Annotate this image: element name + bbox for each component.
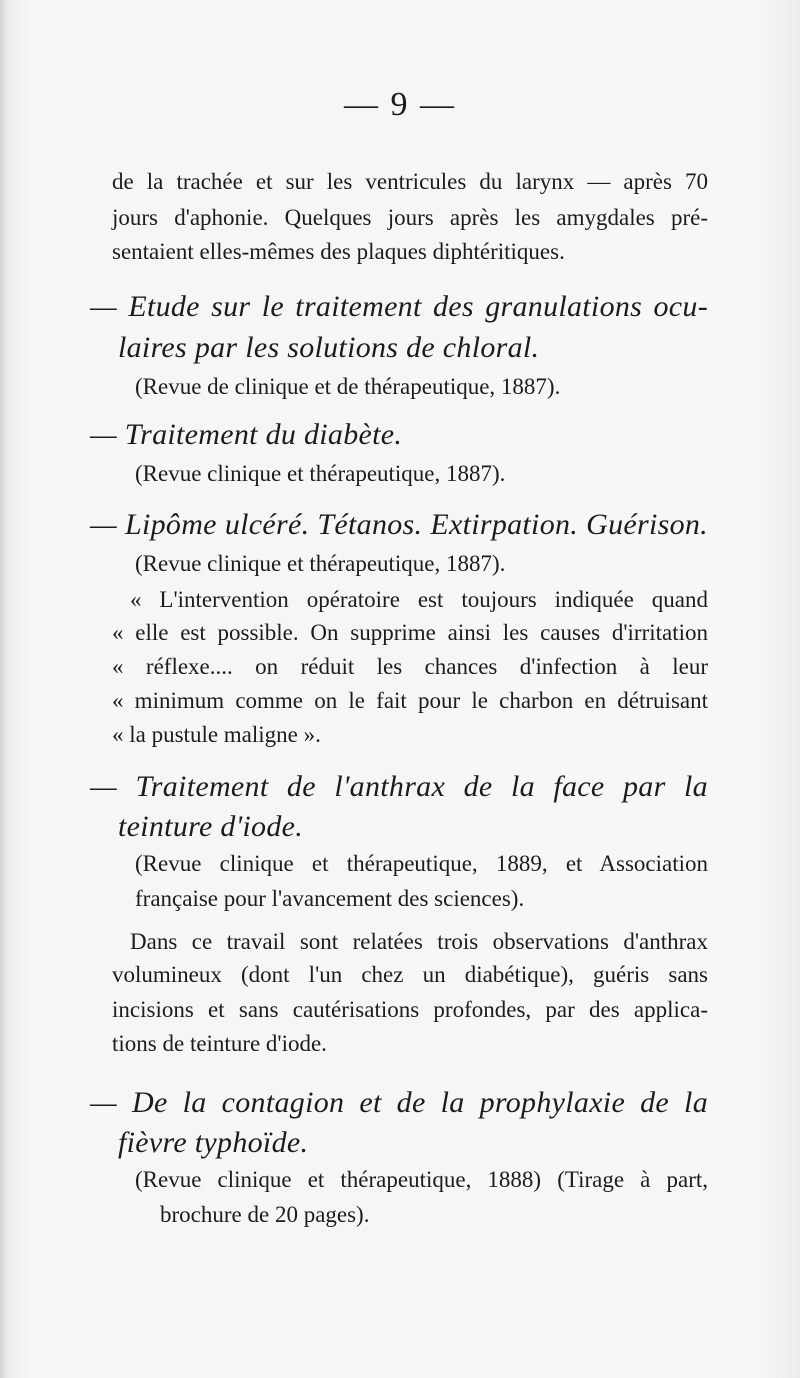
entry-1-reference: (Revue de clinique et de thérapeutique, 1887). xyxy=(135,374,561,399)
entry-4-summary-line-4: tions de teinture d'iode. xyxy=(112,1031,327,1056)
page-edge-shadow xyxy=(0,0,8,1378)
entry-4-summary-line-2: volumineux (dont l'un chez un diabétique), guéris sans xyxy=(112,962,708,987)
entry-5-title-line-1: — De la contagion et de la prophylaxie de la xyxy=(90,1086,708,1119)
entry-2-reference: (Revue clinique et thérapeutique, 1887). xyxy=(135,461,506,486)
entry-2-title: — Traitement du diabète. xyxy=(90,418,403,451)
entry-5-reference-line-1: (Revue clinique et thérapeutique, 1888) (Tirage à part, xyxy=(135,1167,708,1192)
entry-3-quote-line-5: « la pustule maligne ». xyxy=(112,722,321,747)
entry-3-quote-line-3: « réflexe.... on réduit les chances d'infection à leur xyxy=(112,654,708,679)
entry-5-reference-line-2: brochure de 20 pages). xyxy=(160,1202,370,1227)
entry-3-title: — Lipôme ulcéré. Tétanos. Extirpation. Guérison. xyxy=(90,508,708,541)
entry-3-quote-line-2: « elle est possible. On supprime ainsi les causes d'irritation xyxy=(112,620,708,645)
entry-4-title-line-2: teinture d'iode. xyxy=(118,810,304,843)
entry-4-summary-line-1: Dans ce travail sont relatées trois observations d'anthrax xyxy=(130,929,708,954)
entry-3-reference: (Revue clinique et thérapeutique, 1887). xyxy=(135,551,506,576)
entry-4-reference-line-2: française pour l'avancement des sciences). xyxy=(135,886,525,911)
page-number: — 9 — xyxy=(344,86,456,123)
entry-3-quote-line-1: « L'intervention opératoire est toujours indiquée quand xyxy=(130,587,708,612)
intro-line-3: sentaient elles-mêmes des plaques diphtéritiques. xyxy=(112,239,565,264)
entry-4-summary-line-3: incisions et sans cautérisations profondes, par des applica- xyxy=(112,997,708,1022)
entry-1-title-line-1: — Etude sur le traitement des granulations ocu- xyxy=(90,290,708,323)
intro-line-2: jours d'aphonie. Quelques jours après les amygdales pré- xyxy=(112,205,708,230)
entry-5-title-line-2: fièvre typhoïde. xyxy=(118,1126,309,1159)
entry-4-title-line-1: — Traitement de l'anthrax de la face par la xyxy=(90,770,708,803)
intro-line-1: de la trachée et sur les ventricules du larynx — après 70 xyxy=(112,169,708,194)
entry-4-reference-line-1: (Revue clinique et thérapeutique, 1889, et Association xyxy=(135,851,708,876)
entry-1-title-line-2: laires par les solutions de chloral. xyxy=(118,331,540,364)
entry-3-quote-line-4: « minimum comme on le fait pour le charbon en détruisant xyxy=(112,688,708,713)
